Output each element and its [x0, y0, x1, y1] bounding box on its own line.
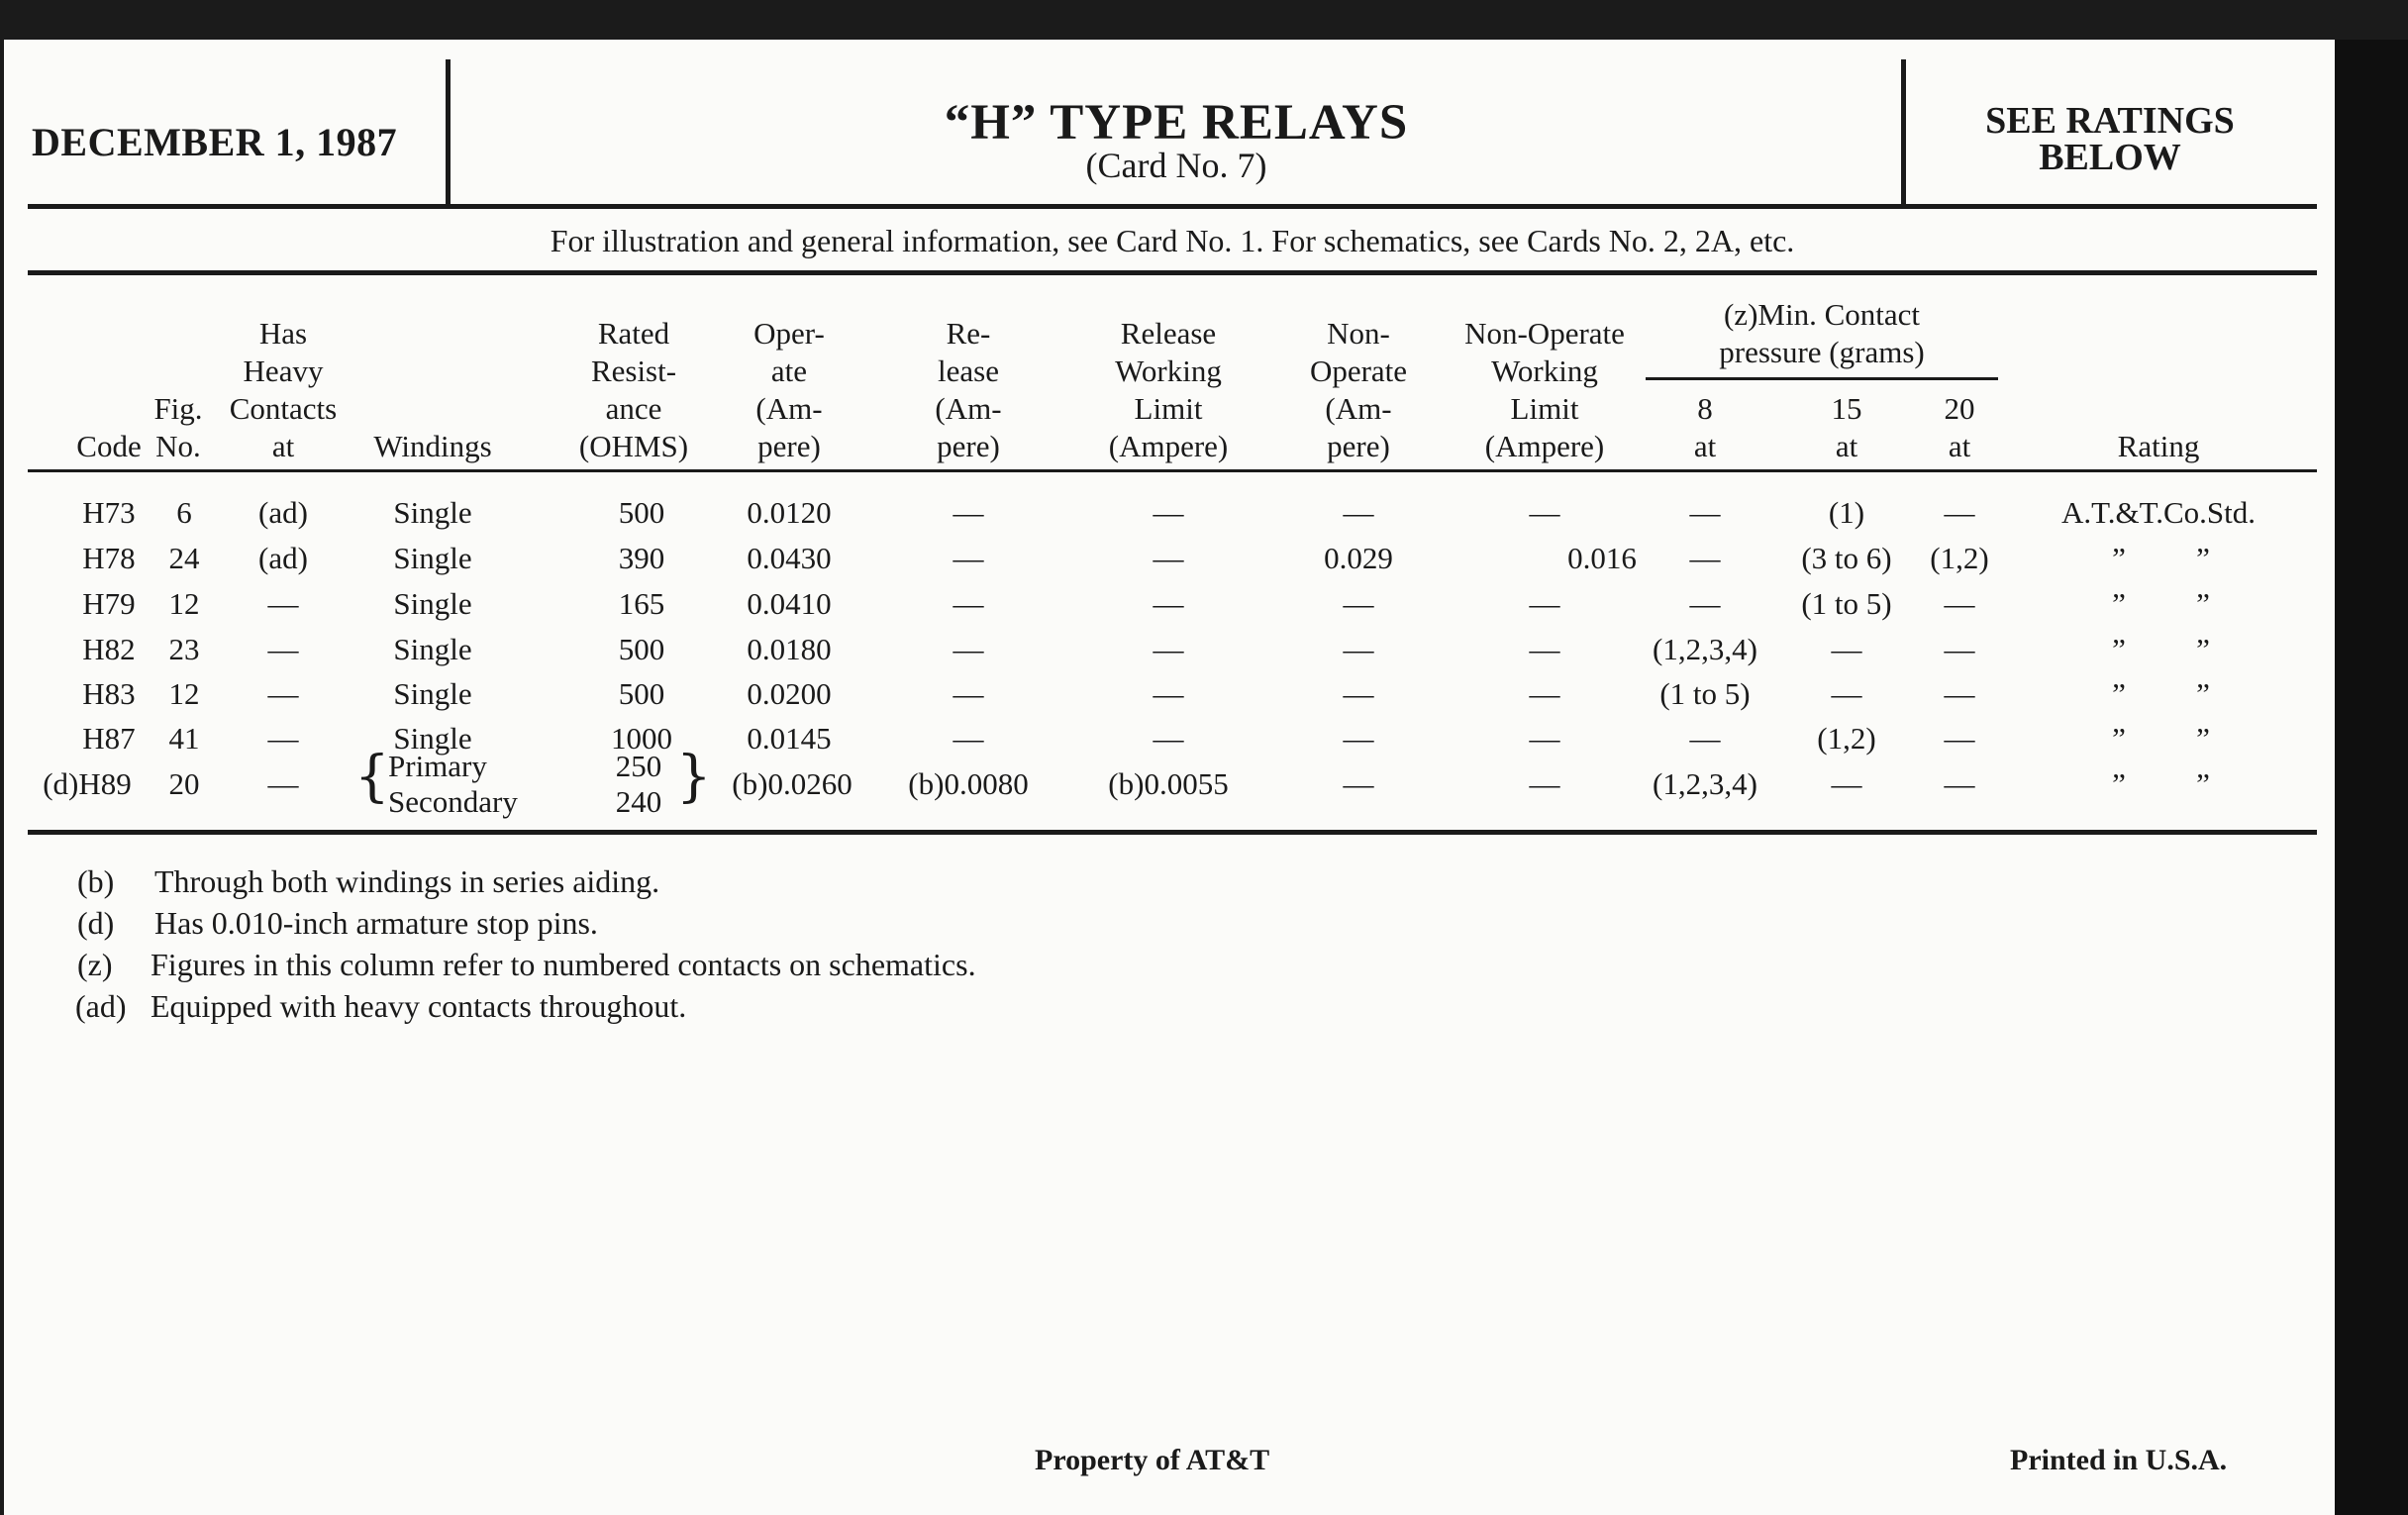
cell-code: H87 [82, 721, 136, 756]
cell-rating-ditto: ” [2196, 632, 2210, 666]
footnote-mark: (ad) [75, 988, 127, 1024]
cell-ohms: 500 [618, 676, 665, 711]
cell-non-op: — [1343, 586, 1374, 621]
cell-g8: — [1689, 495, 1721, 530]
cell-release: — [953, 586, 984, 621]
ratings-note-line1: SEE RATINGS [1985, 100, 2235, 142]
cell-rating-ditto: ” [2112, 721, 2126, 756]
column-header-release-limit: Release Working Limit (Ampere) [1108, 316, 1229, 463]
header-rule [28, 204, 2317, 209]
cell-g15: — [1831, 632, 1862, 666]
cell-code: H78 [82, 541, 136, 575]
cell-fig: 23 [168, 632, 200, 666]
column-header-non-operate: Non- Operate (Am- pere) [1309, 316, 1408, 463]
cell-heavy: (ad) [258, 495, 308, 530]
cell-g20: — [1944, 495, 1975, 530]
cell-heavy: (ad) [258, 541, 308, 575]
cell-rel-limit: — [1153, 495, 1184, 530]
cell-code: H82 [82, 632, 136, 666]
footnote-mark: (z) [77, 947, 113, 982]
cell-g15: (1,2) [1817, 721, 1876, 756]
card-date: DECEMBER 1, 1987 [32, 120, 398, 164]
cell-ohms: 500 [618, 632, 665, 666]
cell-rating-ditto: ” [2196, 721, 2210, 756]
ohms-brace-icon: } [676, 745, 712, 809]
cell-release: — [953, 676, 984, 711]
card-title: “H” TYPE RELAYS [944, 95, 1409, 151]
cell-fig: 12 [168, 586, 200, 621]
cell-heavy: — [267, 766, 299, 801]
cell-heavy: — [267, 676, 299, 711]
cell-rel-limit: — [1153, 676, 1184, 711]
cell-windings: Single [393, 541, 472, 575]
footnote-mark: (b) [77, 863, 115, 899]
cell-g20: — [1944, 766, 1975, 801]
cell-fig: 24 [168, 541, 200, 575]
cell-fig: 20 [168, 766, 200, 801]
cell-operate: 0.0120 [747, 495, 832, 530]
cell-g8: — [1689, 721, 1721, 756]
cell-g20: — [1944, 632, 1975, 666]
column-header-min-8: 8 at [1693, 391, 1717, 463]
cell-rating-ditto: ” [2196, 541, 2210, 575]
cell-code: H73 [82, 495, 136, 530]
ratings-note-line2: BELOW [2039, 137, 2181, 178]
cell-rating-ditto: ” [2112, 766, 2126, 801]
column-header-fig: Fig. No. [153, 391, 203, 463]
cell-release: — [953, 495, 984, 530]
cell-rating-ditto: ” [2196, 766, 2210, 801]
cell-non-op: — [1343, 676, 1374, 711]
cell-ohms-primary: 250 [615, 749, 662, 783]
footnote-text: Through both windings in series aiding. [154, 863, 660, 899]
column-header-rating: Rating [2117, 429, 2200, 463]
cell-release: — [953, 721, 984, 756]
cell-g8: (1,2,3,4) [1653, 766, 1757, 801]
table-header-rule [28, 469, 2317, 472]
cell-g15: (1 to 5) [1801, 586, 1892, 621]
column-header-windings: Windings [373, 429, 492, 463]
cell-heavy: — [267, 721, 299, 756]
cell-rating-ditto: ” [2112, 541, 2126, 575]
cell-non-op: 0.029 [1324, 541, 1393, 575]
property-note: Property of AT&T [1035, 1444, 1270, 1476]
cell-g15: (3 to 6) [1801, 541, 1892, 575]
cell-code: H83 [82, 676, 136, 711]
cell-operate: (b)0.0260 [732, 766, 853, 801]
cell-fig: 41 [168, 721, 200, 756]
cell-rel-limit: (b)0.0055 [1108, 766, 1229, 801]
column-header-non-operate-limit: Non-Operate Working Limit (Ampere) [1464, 316, 1625, 463]
cell-ohms: 165 [618, 586, 665, 621]
cell-non-op: — [1343, 495, 1374, 530]
contact-group-rule [1646, 377, 1998, 380]
cell-ohms: 390 [618, 541, 665, 575]
footnote-text: Figures in this column refer to numbered contacts on schematics. [150, 947, 976, 982]
column-header-operate: Oper- ate (Am- pere) [753, 316, 825, 463]
cell-ohms: 1000 [611, 721, 672, 756]
column-header-min-15: 15 at [1831, 391, 1862, 463]
cell-g15: — [1831, 676, 1862, 711]
cell-non-op-limit: 0.016 [1567, 541, 1637, 575]
cell-g8: (1 to 5) [1659, 676, 1751, 711]
cell-winding-secondary: Secondary [388, 784, 518, 819]
cell-rating-ditto: ” [2112, 586, 2126, 621]
cell-windings: Single [393, 721, 472, 756]
scan-edge [2335, 40, 2408, 1515]
cell-g20: — [1944, 721, 1975, 756]
printed-note: Printed in U.S.A. [2010, 1444, 2228, 1476]
cell-g8: — [1689, 541, 1721, 575]
cell-operate: 0.0145 [747, 721, 832, 756]
cell-release: — [953, 632, 984, 666]
cell-non-op-limit: — [1529, 766, 1560, 801]
cell-release: — [953, 541, 984, 575]
column-header-release: Re- lease (Am- pere) [935, 316, 1002, 463]
cell-operate: 0.0180 [747, 632, 832, 666]
cell-non-op: — [1343, 766, 1374, 801]
winding-brace-icon: { [354, 745, 390, 809]
column-header-min-20: 20 at [1944, 391, 1975, 463]
cell-operate: 0.0200 [747, 676, 832, 711]
table-bottom-rule [28, 830, 2317, 835]
cell-winding-primary: Primary [388, 749, 487, 783]
footnote-text: Equipped with heavy contacts throughout. [150, 988, 687, 1024]
cell-g20: — [1944, 586, 1975, 621]
cell-windings: Single [393, 632, 472, 666]
cell-g15: (1) [1828, 495, 1865, 530]
cell-heavy: — [267, 586, 299, 621]
cell-rel-limit: — [1153, 632, 1184, 666]
cell-non-op-limit: — [1529, 632, 1560, 666]
cell-release: (b)0.0080 [908, 766, 1029, 801]
cell-g15: — [1831, 766, 1862, 801]
cell-heavy: — [267, 632, 299, 666]
cell-rating: A.T.&T.Co.Std. [2060, 495, 2257, 530]
cell-non-op-limit: — [1529, 721, 1560, 756]
cell-g20: — [1944, 676, 1975, 711]
cell-operate: 0.0430 [747, 541, 832, 575]
cell-g8: (1,2,3,4) [1653, 632, 1757, 666]
cell-windings: Single [393, 495, 472, 530]
cell-non-op-limit: — [1529, 586, 1560, 621]
cell-ohms-secondary: 240 [615, 784, 662, 819]
cell-non-op: — [1343, 721, 1374, 756]
info-rule [28, 270, 2317, 275]
cell-rel-limit: — [1153, 541, 1184, 575]
column-header-heavy: Has Heavy Contacts at [229, 316, 338, 463]
cell-rel-limit: — [1153, 721, 1184, 756]
cell-non-op: — [1343, 632, 1374, 666]
column-header-contact-pressure: (z)Min. Contact pressure (grams) [1719, 297, 1925, 369]
cell-windings: Single [393, 676, 472, 711]
cell-fig: 6 [176, 495, 192, 530]
cell-non-op-limit: — [1529, 676, 1560, 711]
info-line: For illustration and general information, see Card No. 1. For schematics, see Cards No. 2, 2A, etc. [550, 223, 1795, 258]
cell-rating-ditto: ” [2196, 676, 2210, 711]
cell-g20: (1,2) [1930, 541, 1989, 575]
cell-windings: Single [393, 586, 472, 621]
cell-non-op-limit: — [1529, 495, 1560, 530]
cell-rel-limit: — [1153, 586, 1184, 621]
cell-rating-ditto: ” [2112, 632, 2126, 666]
cell-operate: 0.0410 [747, 586, 832, 621]
cell-rating-ditto: ” [2196, 586, 2210, 621]
footnote-text: Has 0.010-inch armature stop pins. [154, 905, 598, 941]
cell-ohms: 500 [618, 495, 665, 530]
cell-g8: — [1689, 586, 1721, 621]
cell-rating-ditto: ” [2112, 676, 2126, 711]
cell-code: H79 [82, 586, 136, 621]
cell-fig: 12 [168, 676, 200, 711]
card-subtitle: (Card No. 7) [1085, 146, 1267, 185]
column-header-resistance: Rated Resist- ance (OHMS) [578, 316, 689, 463]
column-header-code: Code [76, 429, 142, 463]
cell-code: (d)H89 [43, 766, 132, 801]
footnote-mark: (d) [77, 905, 115, 941]
